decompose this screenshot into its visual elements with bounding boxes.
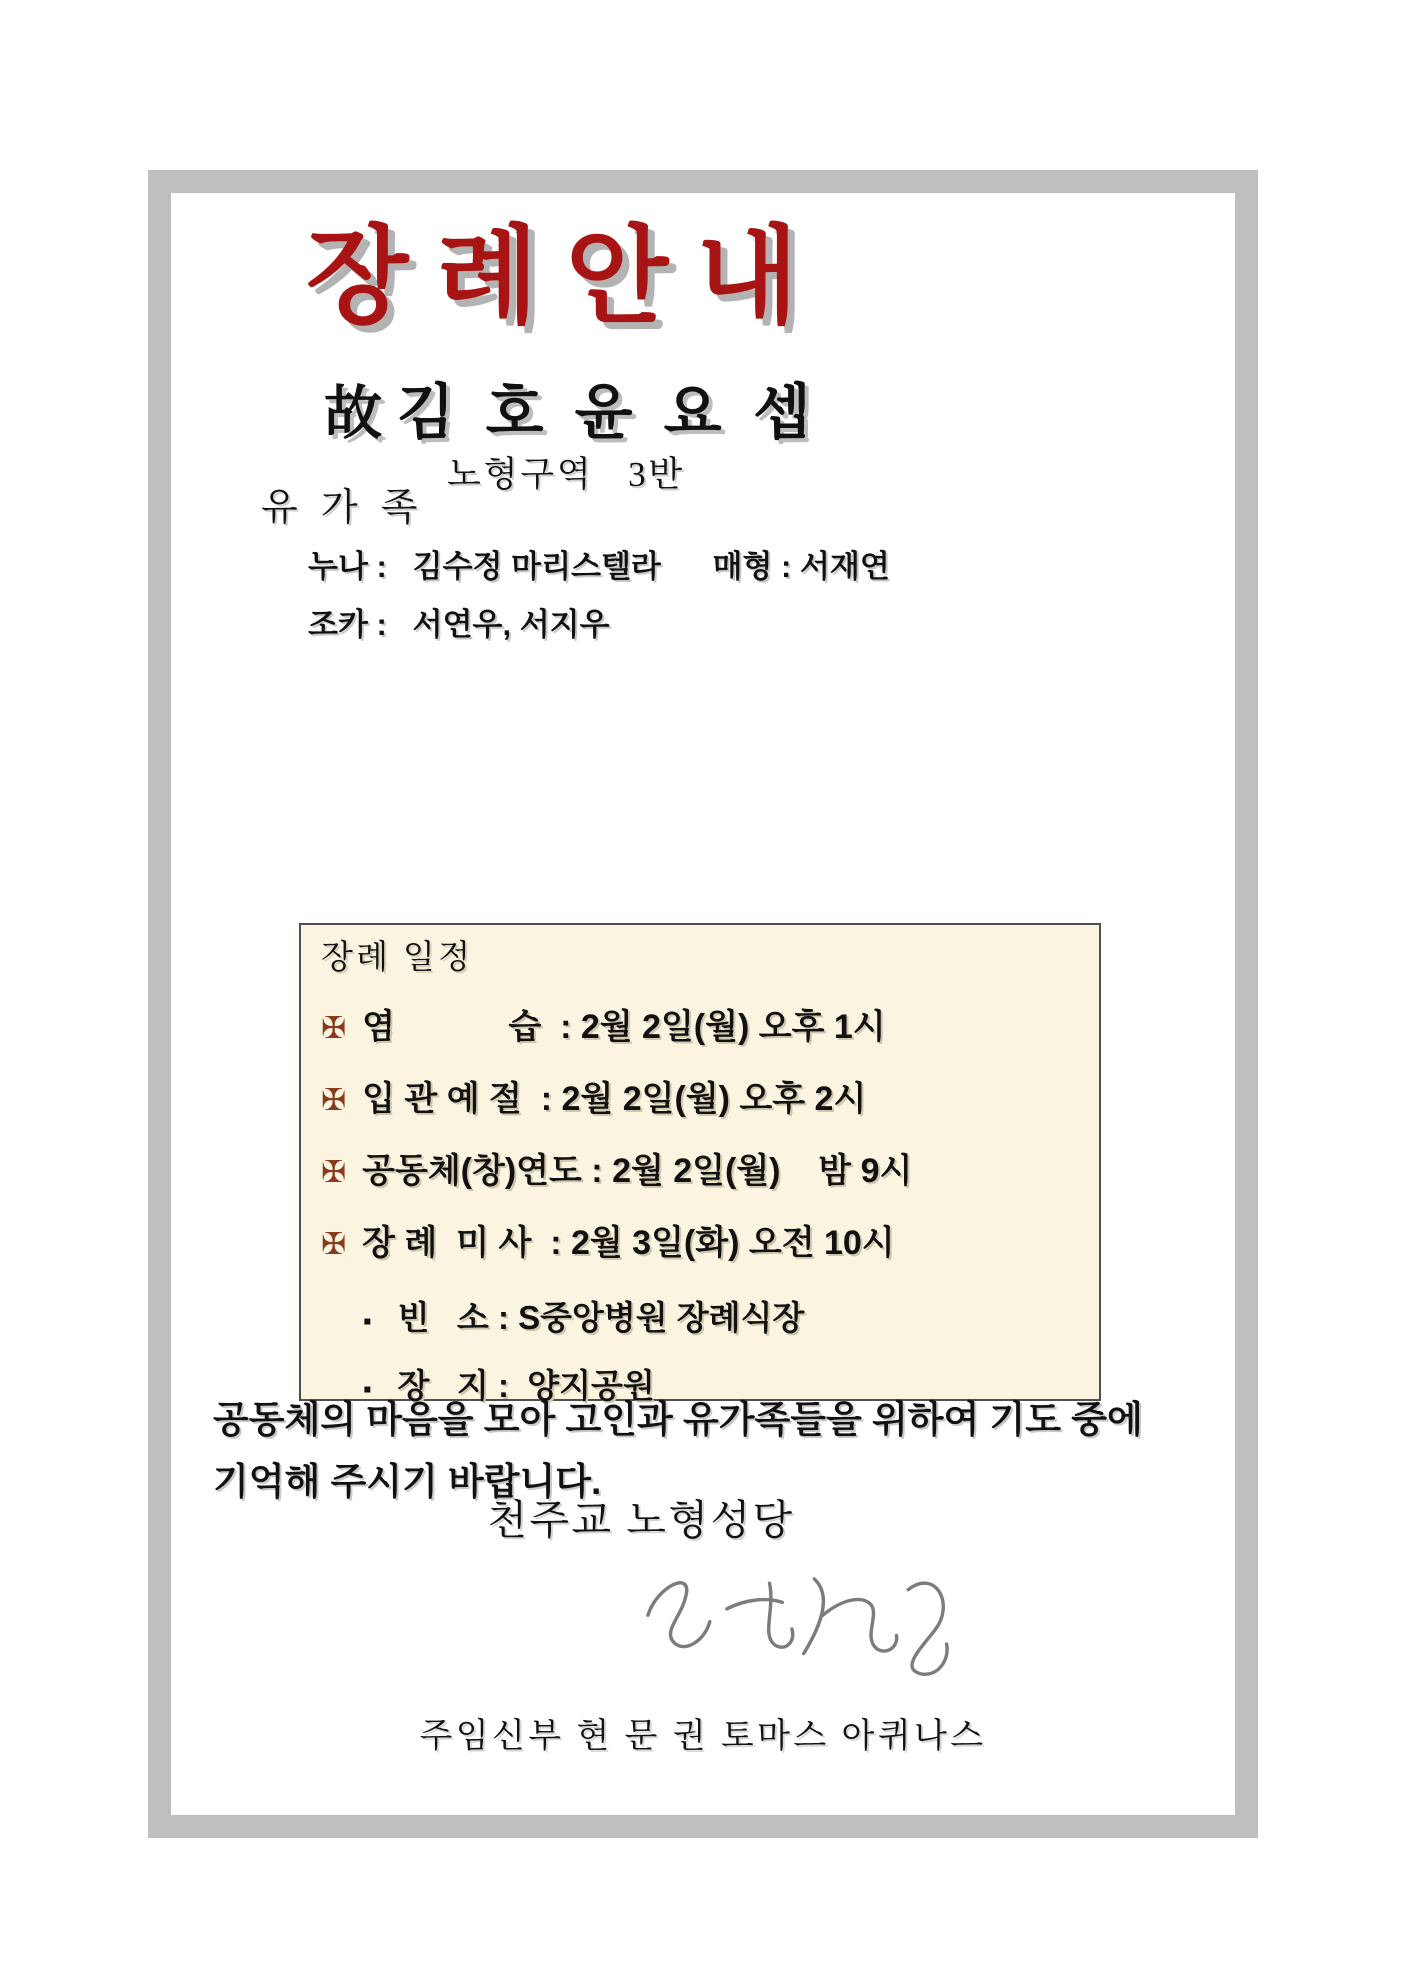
schedule-item bbox=[321, 1077, 1079, 1123]
venue-item-text: 빈 소 : S중앙병원 장례식장 bbox=[397, 1299, 805, 1336]
closing-line-1: 공동체의 마음을 모아 고인과 유가족들을 위하여 기도 중에 bbox=[213, 1399, 1143, 1440]
priest-signature bbox=[633, 1553, 953, 1703]
schedule-item-text: 공동체(창)연도 : 2월 2일(월) 밤 9시 bbox=[362, 1152, 913, 1190]
deceased-name-row bbox=[171, 365, 971, 451]
closing-line-2: 기억해 주시기 바랍니다. bbox=[213, 1461, 602, 1502]
gray-border-frame bbox=[148, 170, 1258, 1838]
schedule-box-title: 장례 일정 bbox=[321, 940, 474, 976]
signature-scribble-icon bbox=[633, 1553, 953, 1703]
maltese-cross-icon: ✠ bbox=[321, 1228, 347, 1261]
schedule-item-text: 염 습 : 2월 2일(월) 오후 1시 bbox=[362, 1008, 886, 1046]
title-block bbox=[171, 219, 961, 336]
document-content bbox=[171, 193, 1235, 1815]
church-row bbox=[171, 1487, 1111, 1546]
square-bullet-icon: ▪ bbox=[363, 1308, 372, 1335]
schedule-item bbox=[321, 1005, 1079, 1051]
schedule-item-text: 입 관 예 절 : 2월 2일(월) 오후 2시 bbox=[362, 1080, 867, 1118]
schedule-item-text: 장 례 미 사 : 2월 3일(화) 오전 10시 bbox=[362, 1224, 895, 1262]
schedule-box bbox=[299, 923, 1101, 1404]
square-bullet-icon: ▪ bbox=[363, 1376, 372, 1403]
family-section-label: 유 가 족 bbox=[261, 487, 425, 529]
venue-item bbox=[363, 1297, 1079, 1343]
schedule-item bbox=[321, 1221, 1079, 1267]
page-title: 장례안내 bbox=[306, 218, 826, 336]
maltese-cross-icon: ✠ bbox=[321, 1156, 347, 1189]
venue-item-text: 장 지 : 양지공원 bbox=[397, 1367, 655, 1404]
signer-name: 주임신부 현 문 권 토마스 아퀴나스 bbox=[419, 1718, 987, 1755]
schedule-item bbox=[321, 1149, 1079, 1195]
family-line-nephews: 조카 : 서연우, 서지우 bbox=[308, 607, 610, 642]
maltese-cross-icon: ✠ bbox=[321, 1012, 347, 1045]
deceased-name: 김 호 윤 요 셉 bbox=[396, 379, 818, 446]
maltese-cross-icon: ✠ bbox=[321, 1084, 347, 1117]
church-name: 천주교 노형성당 bbox=[487, 1497, 795, 1543]
district-label: 노형구역 3반 bbox=[446, 455, 685, 494]
deceased-prefix: 故 bbox=[324, 381, 383, 446]
family-line-siblings: 누나 : 김수정 마리스텔라 매형 : 서재연 bbox=[308, 549, 890, 584]
signer-row bbox=[171, 1708, 1235, 1757]
